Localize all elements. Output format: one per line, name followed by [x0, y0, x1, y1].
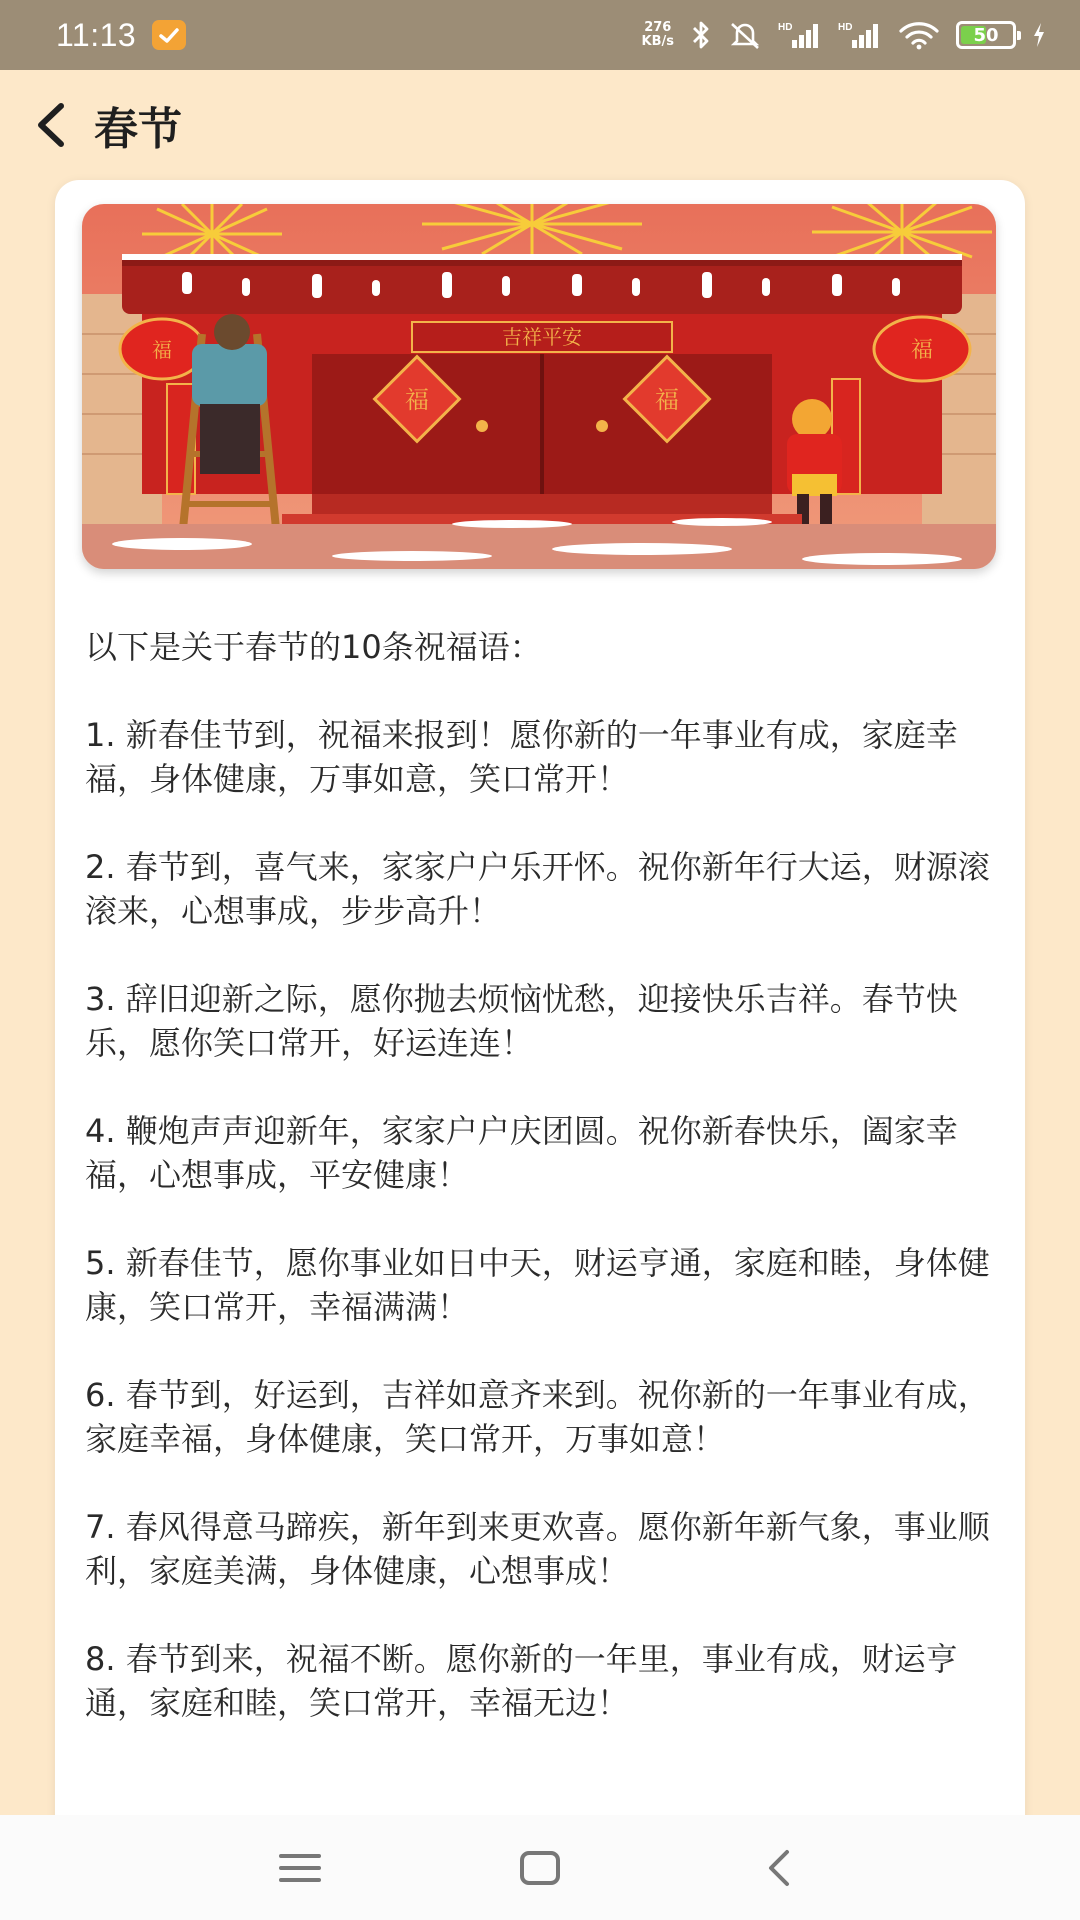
wish-item-1: 1. 新春佳节到，祝福来报到！愿你新的一年事业有成，家庭幸福，身体健康，万事如意，笑口常开！: [85, 716, 958, 798]
battery-tip: [1017, 31, 1021, 40]
charging-bolt-icon: [1032, 22, 1046, 48]
svg-text:HD: HD: [778, 22, 793, 33]
wish-item-2: 2. 春节到，喜气来，家家户户乐开怀。祝你新年行大运，财源滚滚来，心想事成，步步高升！: [85, 848, 990, 930]
plaque-text: 吉祥平安: [502, 325, 582, 349]
signal-2-icon: [838, 20, 882, 50]
system-nav-bar: [0, 1815, 1080, 1920]
status-bar: [0, 0, 1080, 70]
wish-item-7: 7. 春风得意马蹄疾，新年到来更欢喜。愿你新年新气象，事业顺利，家庭美满，身体健康，心想事成！: [85, 1508, 990, 1590]
home-square-icon: [517, 1848, 563, 1888]
content-card: [55, 180, 1025, 1880]
wish-item-5: 5. 新春佳节，愿你事业如日中天，财运亨通，家庭和睦，身体健康，笑口常开，幸福满满！: [85, 1244, 990, 1326]
greetings-content: [85, 625, 995, 1769]
back-arrow-icon: [31, 100, 71, 150]
ladder-figure: [182, 314, 277, 539]
lantern-fu-left: 福: [152, 338, 172, 362]
menu-button[interactable]: [255, 1823, 345, 1913]
spring-festival-banner: [82, 204, 996, 569]
bluetooth-icon: [690, 20, 712, 50]
wish-item-8: 8. 春节到来，祝福不断。愿你新的一年里，事业有成，财运亨通，家庭和睦，笑口常开，幸福无边！: [85, 1640, 958, 1722]
menu-icon: [277, 1848, 323, 1888]
back-button[interactable]: [16, 90, 86, 160]
net-speed: [642, 21, 674, 49]
app-header: [0, 70, 1080, 180]
net-speed-unit: KB/s: [641, 34, 674, 49]
signal-1-icon: [778, 20, 822, 50]
wifi-icon: [898, 20, 940, 50]
home-button[interactable]: [495, 1823, 585, 1913]
net-speed-value: 276: [644, 20, 672, 35]
app-notification-icon: [152, 20, 186, 50]
wish-item-3: 3. 辞旧迎新之际，愿你抛去烦恼忧愁，迎接快乐吉祥。春节快乐，愿你笑口常开，好运连连！: [85, 980, 958, 1062]
wish-item-6: 6. 春节到，好运到，吉祥如意齐来到。祝你新的一年事业有成，家庭幸福，身体健康，笑口常开，万事如意！: [85, 1376, 990, 1458]
lantern-fu-right: 福: [910, 338, 934, 363]
battery-indicator: [956, 21, 1016, 49]
page-title: 春节: [94, 104, 182, 155]
nav-back-button[interactable]: [735, 1823, 825, 1913]
nav-back-icon: [757, 1848, 803, 1888]
status-icons: [642, 20, 1046, 50]
door-fu-right: 福: [655, 386, 679, 414]
bell-muted-icon: [728, 20, 762, 50]
status-time: 11:13: [56, 16, 137, 53]
door-fu-left: 福: [405, 386, 429, 414]
new-year-illustration: [82, 204, 996, 569]
svg-text:HD: HD: [838, 22, 853, 33]
intro-text: 以下是关于春节的10条祝福语：: [85, 628, 542, 666]
wish-item-4: 4. 鞭炮声声迎新年，家家户户庆团圆。祝你新春快乐，阖家幸福，心想事成，平安健康！: [85, 1112, 958, 1194]
battery-level: 50: [973, 24, 999, 46]
